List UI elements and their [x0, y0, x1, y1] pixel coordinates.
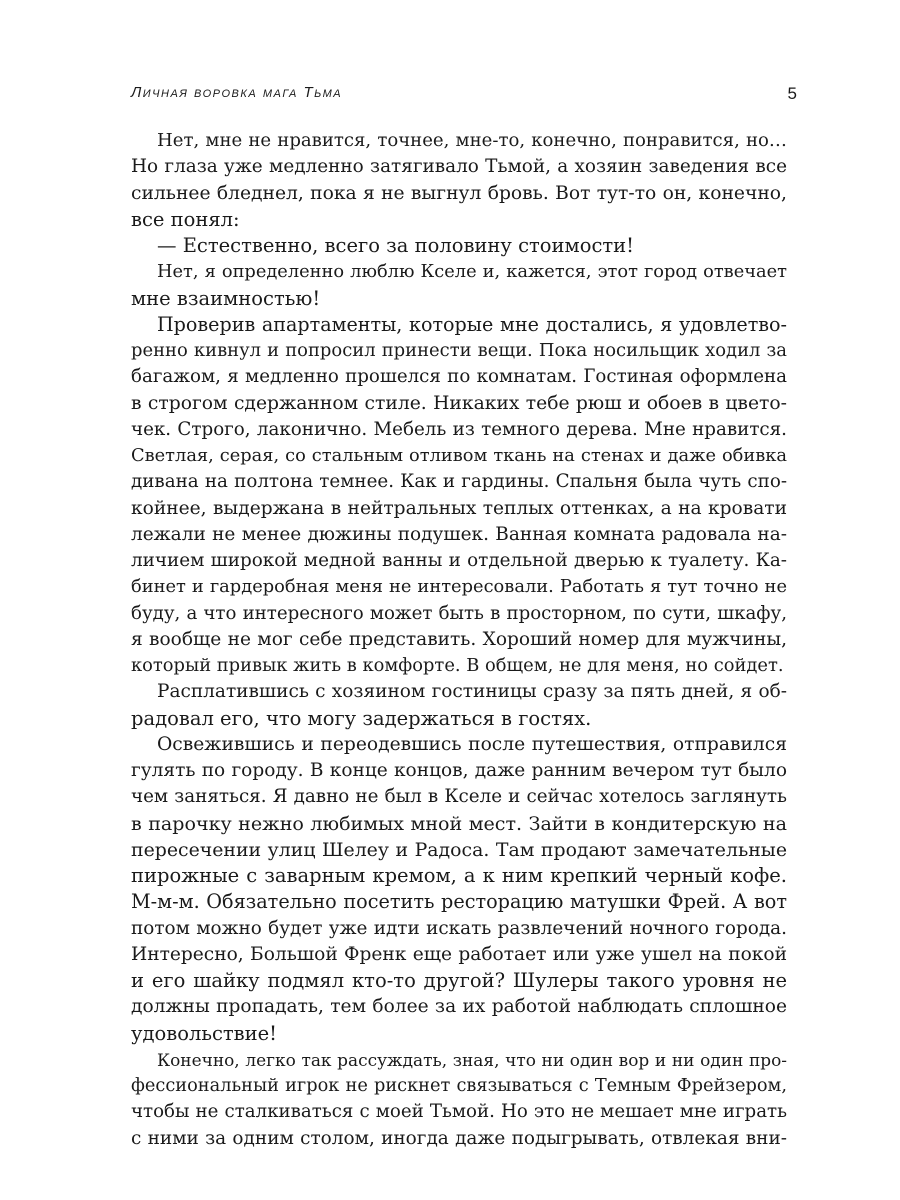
text-line: должны пропадать, тем более за их работой наблюдать сплошное [131, 996, 787, 1018]
body-text [131, 128, 787, 1152]
text-line: Нет, я определенно люблю Кселе и, кажется, этот город отвечает [157, 261, 787, 283]
page-number: 5 [787, 84, 797, 103]
text-line: Но глаза уже медленно затягивало Тьмой, а хозяин заведения все [131, 156, 787, 178]
text-line: радовал его, что могу задержаться в гостях. [131, 706, 592, 730]
text-line: — Естественно, всего за половину стоимости! [157, 234, 634, 257]
text-line: Освежившись и переодевшись после путешествия, отправился [157, 733, 787, 755]
text-line: удовольствие! [131, 1021, 278, 1045]
text-line: все понял: [131, 207, 240, 231]
text-line: потом можно будет уже идти искать развлечений ночного города. [131, 917, 787, 939]
text-line: фессиональный игрок не рискнет связываться с Темным Фрейзером, [131, 1076, 787, 1096]
text-line: Проверив апартаменты, которые мне достались, я удовлетво- [157, 312, 787, 336]
text-line: лежали не менее дюжины подушек. Ванная комната радовала на- [131, 523, 787, 545]
running-title: Личная воровка мага Тьма [131, 84, 343, 101]
text-line: сильнее бледнел, пока я не выгнул бровь. Вот тут-то он, конечно, [131, 182, 787, 204]
text-line: койнее, выдержана в нейтральных теплых оттенках, а на кровати [131, 497, 787, 519]
text-line: пересечении улиц Шелеу и Радоса. Там продают замечательные [131, 838, 787, 861]
text-line: буду, а что интересного может быть в просторном, по сути, шкафу, [131, 602, 787, 624]
text-line: дивана на полтона темнее. Как и гардины. Спальня была чуть спо- [131, 471, 787, 493]
text-line: пирожные с заварным кремом, а к ним крепкий черный кофе. [131, 864, 787, 887]
text-line: бинет и гардеробная меня не интересовали. Работать я тут точно не [131, 576, 787, 598]
text-line: гулять по городу. В конце концов, даже ранним вечером тут было [131, 760, 787, 781]
text-line: Нет, мне не нравится, точнее, мне-то, конечно, понравится, но… [157, 130, 787, 151]
text-line: и его шайку подмял кто-то другой? Шулеры такого уровня не [131, 969, 787, 992]
text-line: Расплатившись с хозяином гостиницы сразу за пять дней, я об- [157, 681, 787, 703]
text-line: личием широкой медной ванны и отдельной дверью к туалету. Ка- [131, 550, 787, 571]
text-line: Светлая, серая, со стальным отливом ткань на стенах и даже обивка [131, 445, 787, 466]
page-header [131, 84, 797, 110]
text-line: с ними за одним столом, иногда даже подыгрывать, отвлекая вни- [131, 1127, 787, 1149]
text-line: чек. Строго, лаконично. Мебель из темного дерева. Мне нравится. [131, 418, 787, 440]
text-line: ренно кивнул и попросил принести вещи. Пока носильщик ходил за [131, 340, 787, 361]
text-line: багажом, я медленно прошелся по комнатам. Гостиная оформлена [131, 366, 787, 388]
text-line: я вообще не мог себе представить. Хороший номер для мужчины, [131, 628, 787, 650]
text-line: мне взаимностью! [131, 286, 321, 310]
text-line: который привык жить в комфорте. В общем, не для меня, но сойдет. [131, 655, 784, 676]
text-line: в парочку нежно любимых мной мест. Зайти в кондитерскую на [131, 812, 787, 835]
text-line: в строгом сдержанном стиле. Никаких тебе рюш и обоев в цвето- [131, 392, 787, 414]
text-line: М-м-м. Обязательно посетить ресторацию матушки Фрей. А вот [131, 890, 787, 914]
text-line: чем заняться. Я давно не был в Кселе и сейчас хотелось заглянуть [131, 786, 787, 808]
text-line: чтобы не сталкиваться с моей Тьмой. Но это не мешает мне играть [131, 1101, 787, 1123]
text-line: Интересно, Большой Френк еще работает или уже ушел на покой [131, 943, 787, 965]
text-line: Конечно, легко так рассуждать, зная, что ни один вор и ни один про- [157, 1049, 787, 1070]
